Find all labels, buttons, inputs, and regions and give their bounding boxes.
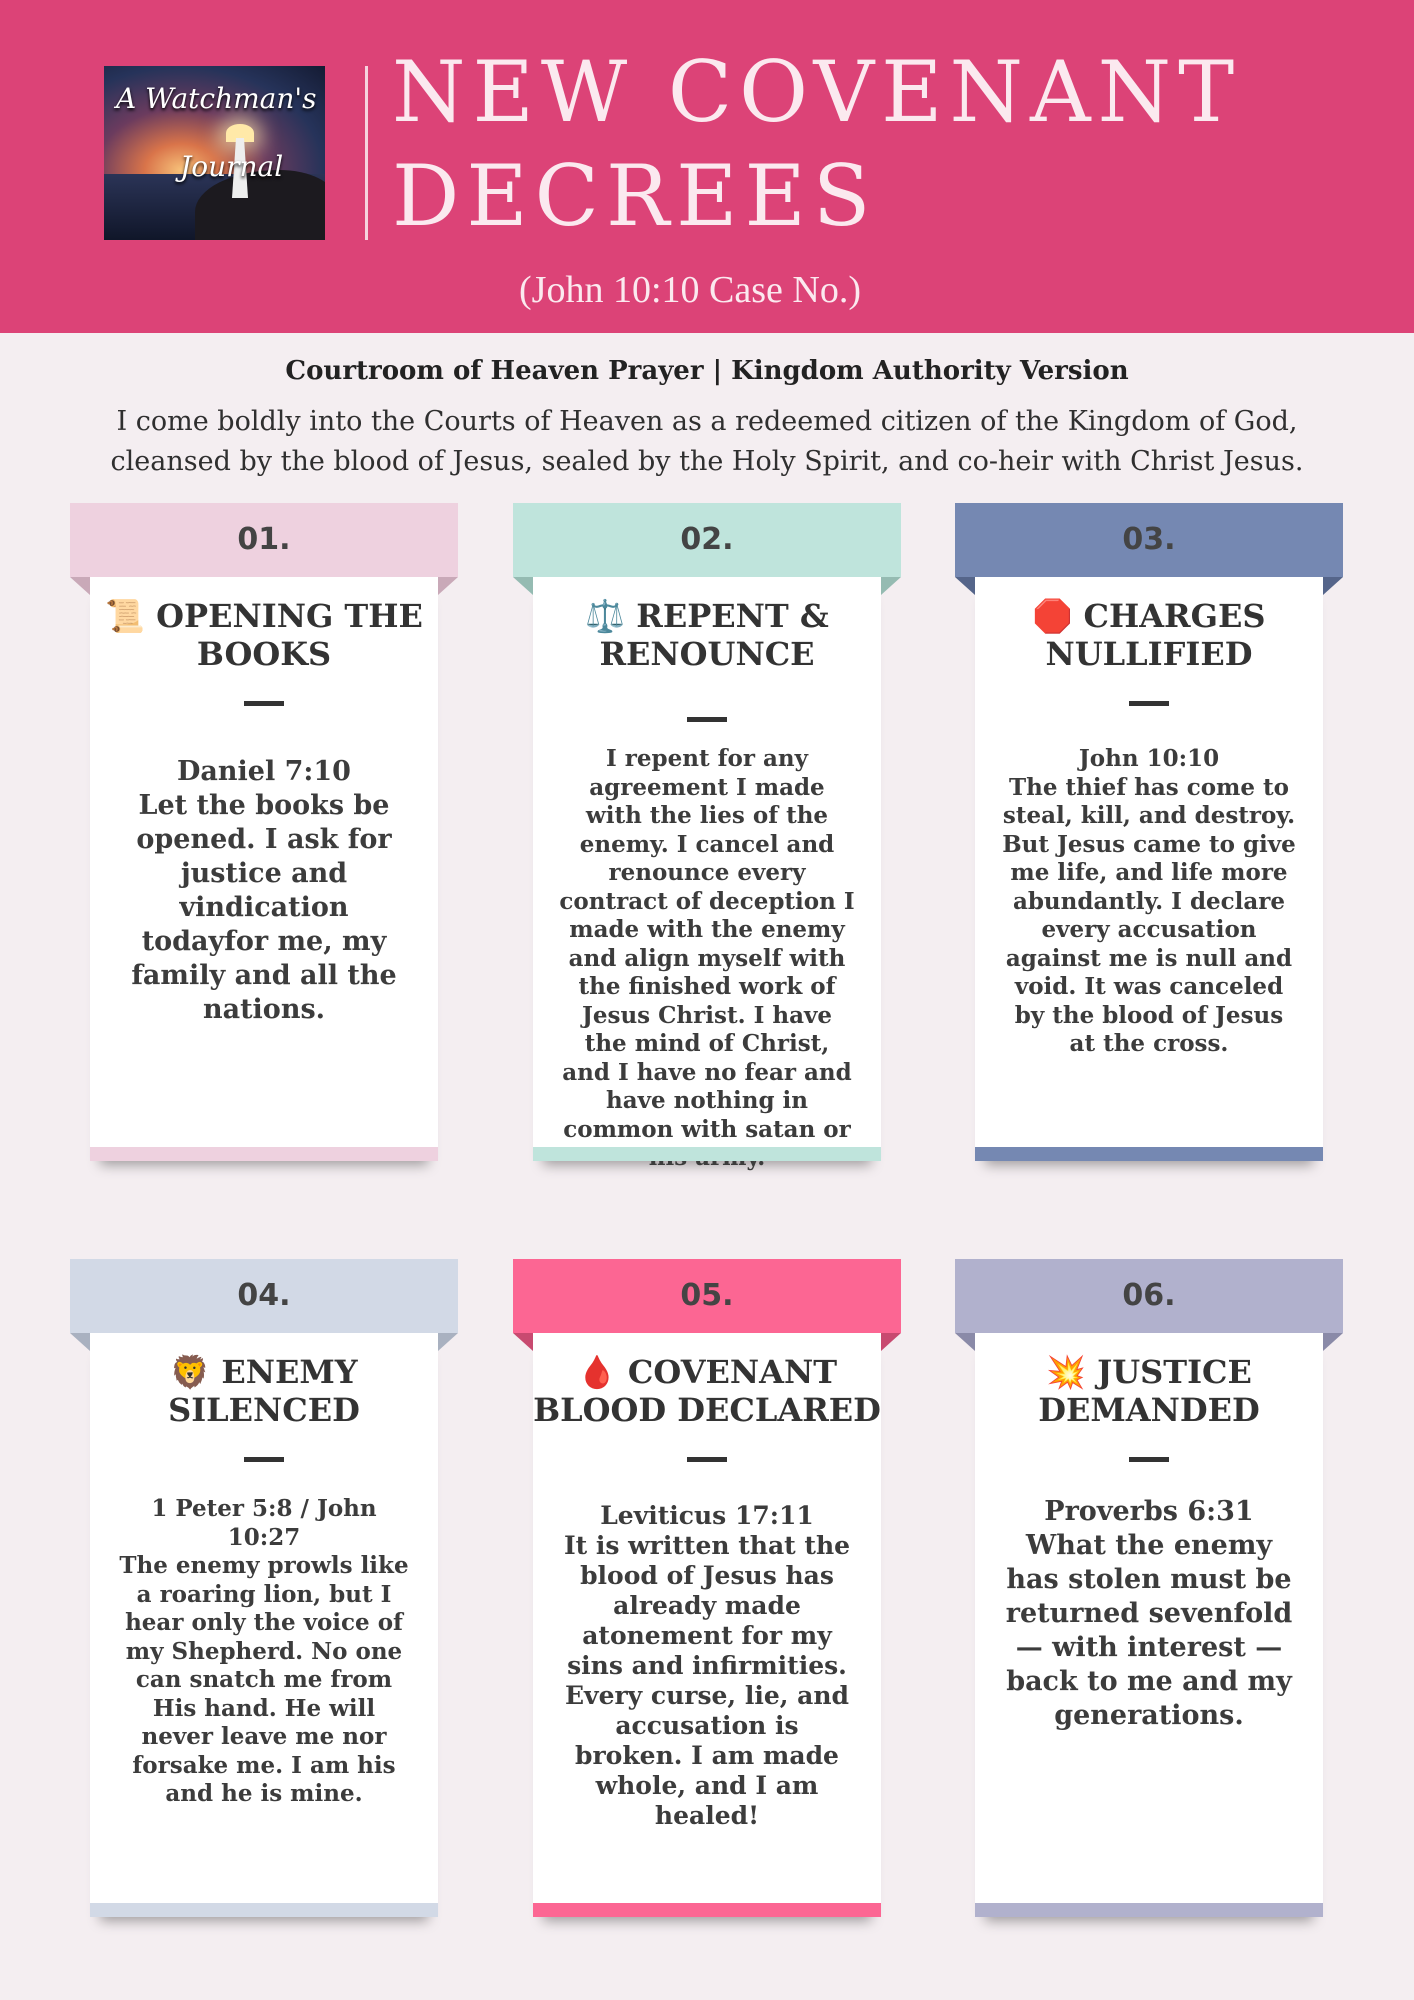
- card-fold-left: [70, 1333, 90, 1351]
- card-heading: [975, 1353, 1323, 1429]
- logo-text-line1: A Watchman's: [116, 82, 317, 115]
- card-heading-line1: OPENING THE: [156, 597, 423, 635]
- card-fold-right: [1323, 577, 1343, 595]
- card-heading-line1: CHARGES: [1083, 597, 1266, 635]
- card-text: [563, 1501, 851, 1831]
- card-reference: 1 Peter 5:8 / John 10:27: [151, 1495, 377, 1551]
- card-fold-left: [955, 577, 975, 595]
- page-title: [392, 40, 1241, 248]
- card-dash: [1129, 1457, 1169, 1462]
- card-body-text: It is written that the blood of Jesus has already made atonement for my sins and infirmities. Every curse, lie, and accusation is broken. I am made whole, and I am healed!: [563, 1531, 851, 1830]
- card-heading: [533, 1353, 881, 1429]
- card-dash: [244, 701, 284, 706]
- scales-icon: ⚖️: [585, 597, 626, 635]
- stop-sign-icon: 🛑: [1032, 597, 1073, 635]
- card-fold-left: [513, 577, 533, 595]
- intro-text: I come boldly into the Courts of Heaven as a redeemed citizen of the Kingdom of God, cleansed by the blood of Jesus, sealed by the Holy Spirit, and co-heir with Christ Jesus.: [110, 406, 1304, 477]
- card-body: [975, 577, 1323, 1161]
- card-fold-right: [881, 1333, 901, 1351]
- card-heading-line1: ENEMY: [221, 1353, 358, 1391]
- card-text: [1005, 1495, 1293, 1733]
- card-heading: [90, 1353, 438, 1429]
- card-text: [1001, 745, 1297, 1059]
- card-text: [116, 1495, 412, 1809]
- card-body: [533, 1333, 881, 1917]
- logo: [104, 66, 325, 240]
- decree-card-03: [955, 503, 1343, 1171]
- decree-card-05: [513, 1259, 901, 1923]
- card-heading-line2: RENOUNCE: [599, 635, 815, 673]
- logo-text-line2: Journal: [180, 150, 284, 183]
- card-body: [975, 1333, 1323, 1917]
- card-number: 05.: [513, 1259, 901, 1333]
- title-line2: DECREES: [392, 147, 878, 245]
- card-dash: [687, 717, 727, 722]
- card-heading-line2: BOOKS: [196, 635, 332, 673]
- card-body-text: The enemy prowls like a roaring lion, but I hear only the voice of my Shepherd. No one can snatch me from His hand. He will never leave me nor forsake me. I am his and he is mine.: [119, 1552, 409, 1807]
- card-fold-left: [70, 577, 90, 595]
- card-heading-line2: DEMANDED: [1038, 1391, 1260, 1429]
- scroll-icon: 📜: [105, 597, 145, 635]
- card-reference: Daniel 7:10: [177, 756, 351, 787]
- lion-icon: 🦁: [170, 1353, 211, 1391]
- card-number: 02.: [513, 503, 901, 577]
- card-heading-line2: BLOOD DECLARED: [533, 1391, 881, 1429]
- card-body: [90, 1333, 438, 1917]
- decree-card-01: [70, 503, 458, 1171]
- card-body: [90, 577, 438, 1161]
- decree-card-04: [70, 1259, 458, 1923]
- card-dash: [244, 1457, 284, 1462]
- card-bottom-strip: [975, 1903, 1323, 1917]
- intro-lead: Courtroom of Heaven Prayer | Kingdom Authority Version: [285, 356, 1129, 386]
- card-bottom-strip: [533, 1903, 881, 1917]
- card-body-text: What the enemy has stolen must be returned sevenfold — with interest — back to me and my generations.: [1005, 1530, 1293, 1731]
- card-fold-left: [955, 1333, 975, 1351]
- card-body-text: I repent for any agreement I made with the lies of the enemy. I cancel and renounce every contract of deception I made with the enemy and align myself with the finished work of Jesus Christ. I have the mind of Christ, and I have no fear and have nothing in common with satan or: [559, 745, 855, 1143]
- card-reference: Leviticus 17:11: [600, 1501, 814, 1530]
- card-fold-right: [881, 577, 901, 595]
- card-dash: [1129, 701, 1169, 706]
- card-heading: [533, 597, 881, 673]
- title-line1: NEW COVENANT: [392, 43, 1242, 141]
- card-number: 01.: [70, 503, 458, 577]
- card-dash: [687, 1457, 727, 1462]
- card-text: [120, 755, 408, 1027]
- card-heading: [975, 597, 1323, 673]
- blood-drop-icon: 🩸: [576, 1353, 617, 1391]
- card-fold-right: [438, 1333, 458, 1351]
- card-heading-line1: COVENANT: [627, 1353, 838, 1391]
- card-fold-left: [513, 1333, 533, 1351]
- decree-card-02: [513, 503, 901, 1171]
- card-reference: John 10:10: [1078, 745, 1220, 772]
- card-heading: [90, 597, 438, 673]
- card-fold-right: [438, 577, 458, 595]
- page-subtitle: (John 10:10 Case No.): [519, 269, 861, 311]
- card-text: [559, 745, 855, 1173]
- card-body-text: Let the books be opened. I ask for justice and vindication todayfor me, my family and all the nations.: [131, 790, 397, 1025]
- card-body-text: The thief has come to steal, kill, and destroy. But Jesus came to give me life, and life more abundantly. I declare every accusation against me is null and void. It was canceled by the blood of Jesus at the cross.: [1002, 773, 1296, 1057]
- card-fold-right: [1323, 1333, 1343, 1351]
- card-heading-line1: REPENT &: [636, 597, 829, 635]
- card-heading-line2: NULLIFIED: [1045, 635, 1253, 673]
- card-bottom-strip: [975, 1147, 1323, 1161]
- card-reference: Proverbs 6:31: [1044, 1496, 1254, 1527]
- header-banner: [0, 0, 1414, 333]
- card-bottom-strip: [533, 1147, 881, 1161]
- card-bottom-strip: [90, 1903, 438, 1917]
- card-number: 04.: [70, 1259, 458, 1333]
- card-heading-line1: JUSTICE: [1097, 1353, 1252, 1391]
- decree-card-06: [955, 1259, 1343, 1923]
- card-body: [533, 577, 881, 1161]
- header-divider: [365, 66, 368, 240]
- card-number: 06.: [955, 1259, 1343, 1333]
- card-heading-line2: SILENCED: [168, 1391, 360, 1429]
- card-number: 03.: [955, 503, 1343, 577]
- card-bottom-strip: [90, 1147, 438, 1161]
- collision-icon: 💥: [1046, 1353, 1086, 1391]
